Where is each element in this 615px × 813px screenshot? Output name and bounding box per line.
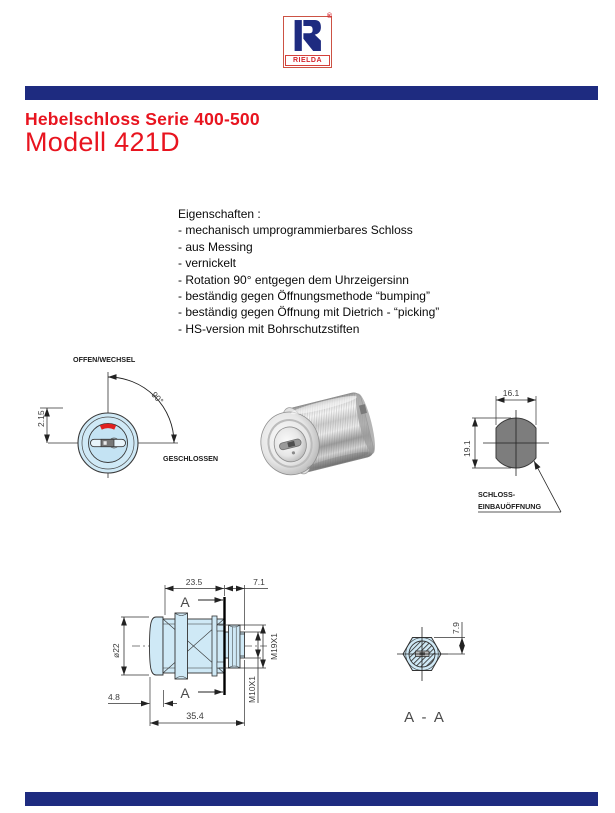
side-view-drawing	[95, 560, 325, 760]
top-rule	[25, 86, 598, 100]
mounting-hole-drawing	[455, 373, 615, 523]
dim-flange: 4.8	[108, 692, 120, 702]
lock-cylinder-photo	[253, 389, 379, 482]
feature-item: - HS-version mit Bohrschutzstiften	[178, 321, 360, 336]
red-position-mark	[101, 426, 115, 428]
label-geschlossen: GESCHLOSSEN	[163, 454, 219, 463]
dim-2-15: 2.15	[36, 410, 46, 427]
feature-item: - aus Messing	[178, 239, 253, 254]
section-aa-drawing	[385, 600, 505, 735]
feature-item: - beständig gegen Öffnungsmethode “bumping”	[178, 289, 430, 304]
label-einbauoeffnung: EINBAUÖFFNUNG	[478, 502, 542, 511]
dim-width: 16.1	[502, 388, 520, 398]
dim-tail-length: 7.1	[253, 577, 265, 587]
features-title: Eigenschaften :	[178, 207, 261, 221]
dim-thread-tail: M10X1	[247, 676, 257, 703]
features-list	[178, 206, 439, 337]
dim-diameter: ø22	[111, 643, 121, 658]
model-title: Modell 421D	[25, 127, 180, 157]
dim-body-length: 23.5	[185, 577, 203, 587]
feature-item: - vernickelt	[178, 256, 237, 271]
lock-front-face	[78, 413, 138, 473]
rielda-logo	[283, 13, 332, 68]
dim-key-offset: 7.9	[451, 622, 461, 634]
product-photo	[248, 383, 382, 495]
section-marker-top: A	[180, 594, 190, 610]
feature-item: - beständig gegen Öffnung mit Dietrich - “picking”	[178, 305, 440, 320]
registered-mark: ®	[326, 13, 332, 20]
label-offen-wechsel: OFFEN/WECHSEL	[73, 355, 136, 364]
angle-label: 90°	[149, 389, 166, 406]
rielda-r-icon	[291, 19, 324, 52]
feature-item: - mechanisch umprogrammierbares Schloss	[178, 223, 413, 238]
dim-height: 19.1	[462, 440, 472, 457]
label-schloss: SCHLOSS-	[478, 490, 516, 499]
bottom-rule	[25, 792, 598, 806]
dim-total-length: 35.4	[186, 711, 204, 721]
front-view-drawing	[15, 345, 245, 525]
section-aa-label: A - A	[404, 709, 446, 726]
series-title: Hebelschloss Serie 400-500	[25, 109, 260, 129]
dim-thread-main: M19X1	[269, 633, 279, 660]
section-marker-bottom: A	[180, 685, 190, 701]
feature-item: - Rotation 90° entgegen dem Uhrzeigersinn	[178, 272, 409, 287]
logo-brand-text: RIELDA	[285, 55, 330, 66]
lock-body-section	[150, 613, 245, 679]
